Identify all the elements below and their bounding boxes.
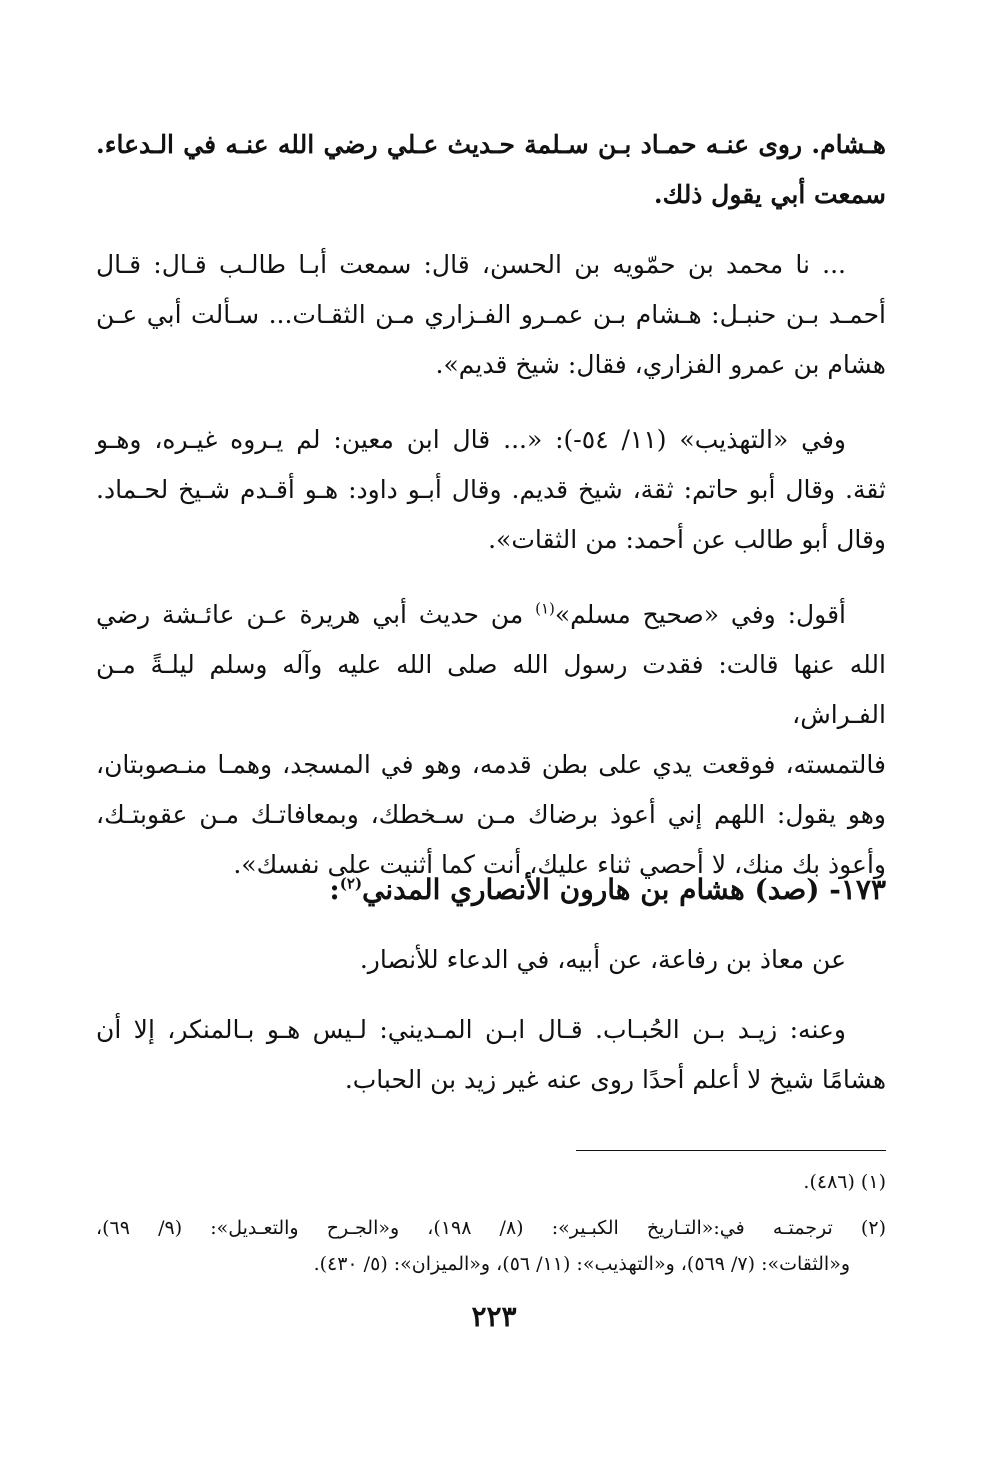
paragraph-line: هشامًا شيخ لا أعلم أحدًا روى عنه غير زيد بن الحباب.	[344, 1065, 886, 1094]
paragraph-line: ثقة. وقال أبو حاتم: ثقة، شيخ قديم. وقال أبـو داود: هـو أقـدم شـيخ لحـماد.	[96, 475, 886, 504]
paragraph-2	[96, 240, 886, 390]
paragraph-line: وقال أبو طالب عن أحمد: من الثقات».	[488, 525, 886, 554]
footnote-ref-2[interactable]: (٢)	[339, 874, 363, 893]
footnote-ref-1[interactable]: (١)	[535, 599, 555, 618]
paragraph-line: سمعت أبي يقول ذلك.	[653, 180, 886, 209]
paragraph-line: عن معاذ بن رفاعة، عن أبيه، في الدعاء للأنصار.	[359, 945, 846, 974]
footnote-line: (٢) ترجمتـه في:«التـاريخ الكبـير»: (٨/ ١٩٨)، و«الجـرح والتعـديل»: (٩/ ٦٩)،	[96, 1217, 886, 1239]
paragraph-1	[96, 120, 886, 220]
footnote-separator	[576, 1150, 886, 1151]
paragraph-line: فالتمسته، فوقعت يدي على بطن قدمه، وهو في المسجد، وهمـا منـصوبتان،	[96, 750, 886, 779]
footnote-1: (١) (٤٨٦).	[803, 1171, 886, 1193]
paragraph-line: أحمـد بـن حنبـل: هـشام بـن عمـرو الفـزاري مـن الثقـات... سـألت أبي عـن	[96, 300, 886, 329]
footnote-2	[96, 1210, 886, 1282]
heading-text: ١٧٣- (صد) هشام بن هارون الأنصاري المدني	[362, 873, 886, 906]
paragraph-line: وأعوذ بك منك، لا أحصي ثناء عليك، أنت كما أثنيت على نفسك».	[233, 850, 886, 879]
paragraph-4	[96, 590, 886, 890]
entry-heading	[96, 865, 886, 915]
paragraph-5	[96, 935, 886, 985]
paragraph-line	[96, 590, 886, 640]
paragraph-line: وهو يقول: اللهم إني أعوذ برضاك مـن سـخطك، وبمعافاتـك مـن عقوبتـك،	[96, 800, 886, 829]
line-text: أقول: وفي «صحيح مسلم»	[554, 600, 846, 629]
paragraph-3	[96, 415, 886, 565]
paragraph-6	[96, 1005, 886, 1105]
heading-colon: :	[329, 873, 340, 906]
page-number: ٢٢٣	[471, 1300, 517, 1333]
paragraph-line: وفي «التهذيب» (١١/ ٥٤-): «... قال ابن معين: لم يـروه غيـره، وهـو	[96, 425, 846, 454]
paragraph-line: ... نا محمد بن حمّويه بن الحسن، قال: سمعت أبـا طالـب قـال: قـال	[96, 250, 846, 279]
paragraph-line: الله عنها قالت: فقدت رسول الله صلى الله عليه وآله وسلم ليلـةً مـن الفـراش،	[96, 650, 886, 729]
paragraph-line: هشام بن عمرو الفزاري، فقال: شيخ قديم».	[435, 350, 886, 379]
line-text: من حديث أبي هريرة عـن عائـشة رضي	[96, 600, 536, 629]
footnote-line: و«الثقات»: (٧/ ٥٦٩)، و«التهذيب»: (١١/ ٥٦)، و«الميزان»: (٥/ ٤٣٠).	[313, 1253, 850, 1275]
paragraph-line: وعنه: زيـد بـن الحُبـاب. قـال ابـن المـديني: لـيس هـو بـالمنكر، إلا أن	[96, 1015, 846, 1044]
paragraph-line: هـشام. روى عنـه حمـاد بـن سـلمة حـديث عـلي رضي الله عنـه في الـدعاء.	[96, 130, 886, 159]
